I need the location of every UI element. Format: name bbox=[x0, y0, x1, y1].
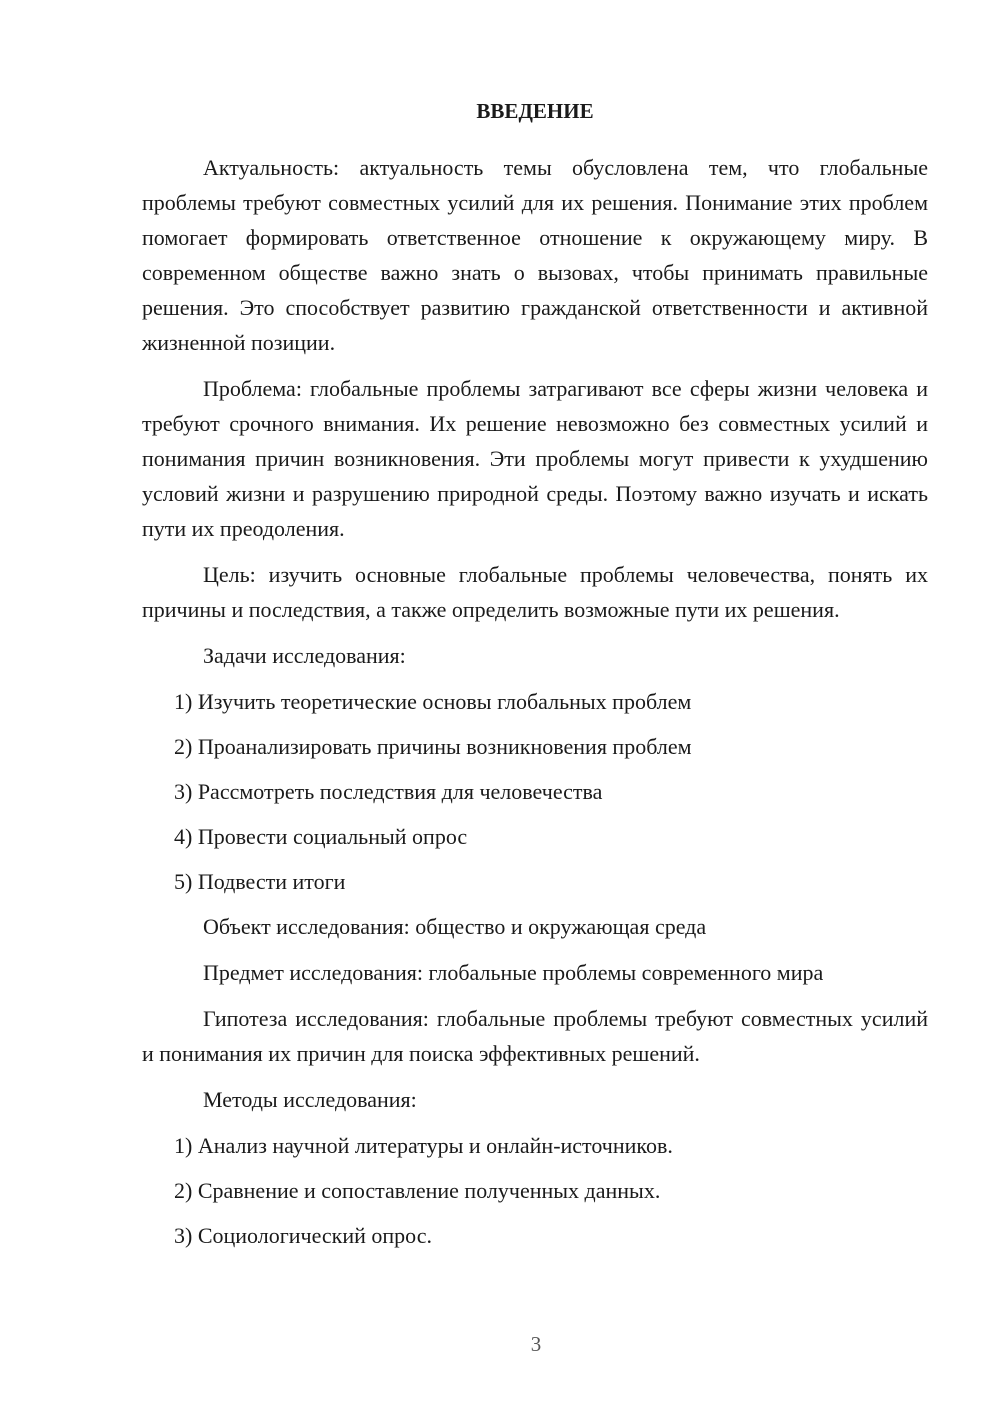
section-title: ВВЕДЕНИЕ bbox=[476, 99, 594, 123]
task-item: 4) Провести социальный опрос bbox=[174, 824, 468, 849]
research-subject: Предмет исследования: глобальные проблемы современного мира bbox=[203, 960, 824, 985]
goal-paragraph: Цель: изучить основные глобальные проблемы человечества, понять их причины и последствия, а также определить возможные пути их решения. bbox=[142, 562, 928, 622]
method-item: 1) Анализ научной литературы и онлайн-источников. bbox=[174, 1133, 673, 1158]
methods-heading: Методы исследования: bbox=[203, 1087, 417, 1112]
tasks-heading: Задачи исследования: bbox=[203, 643, 406, 668]
research-hypothesis: Гипотеза исследования: глобальные проблемы требуют совместных усилий и понимания их причин для поиска эффективных решений. bbox=[142, 1006, 928, 1066]
method-item: 3) Социологический опрос. bbox=[174, 1223, 432, 1248]
relevance-paragraph: Актуальность: актуальность темы обусловлена тем, что глобальные проблемы требуют совместных усилий для их решения. Понимание этих проблем помогает формировать ответственное отношение к окружающему миру. В современном обществе важно знать о вызовах, чтобы принимать правильные решения. Это способствует развитию гражданской ответственности и активной жизненной позиции. bbox=[142, 155, 928, 355]
problem-paragraph: Проблема: глобальные проблемы затрагивают все сферы жизни человека и требуют срочного внимания. Их решение невозможно без совместных усилий и понимания причин возникновения. Эти проблемы могут привести к ухудшению условий жизни и разрушению природной среды. Поэтому важно изучать и искать пути их преодоления. bbox=[142, 376, 928, 541]
task-item: 1) Изучить теоретические основы глобальных проблем bbox=[174, 689, 692, 714]
task-item: 5) Подвести итоги bbox=[174, 869, 346, 894]
page-content bbox=[142, 92, 928, 1263]
method-item: 2) Сравнение и сопоставление полученных данных. bbox=[174, 1178, 661, 1203]
research-object: Объект исследования: общество и окружающая среда bbox=[203, 914, 707, 939]
task-item: 2) Проанализировать причины возникновения проблем bbox=[174, 734, 692, 759]
page-number: 3 bbox=[530, 1332, 542, 1356]
task-item: 3) Рассмотреть последствия для человечества bbox=[174, 779, 603, 804]
